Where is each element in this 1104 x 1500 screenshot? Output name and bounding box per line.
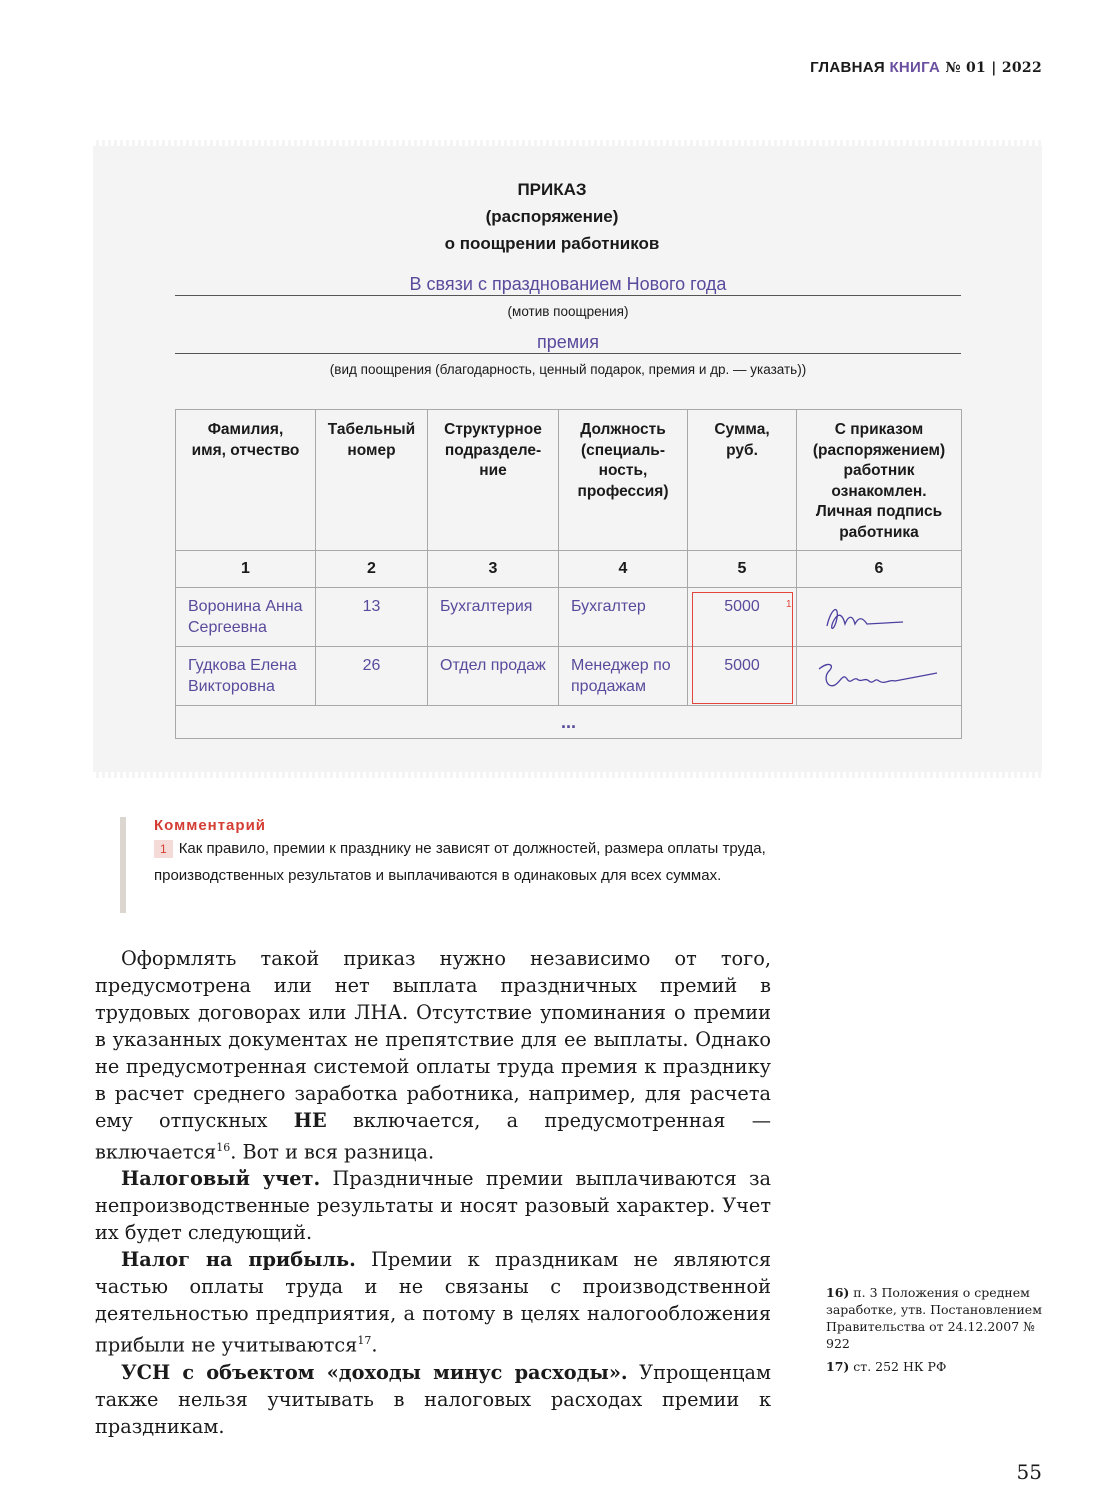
issue-number: № 01 | 2022 bbox=[940, 60, 1042, 76]
paragraph: Налоговый учет. Праздничные премии выплачиваются за непроизводственные результаты и носят разовый характер. Учет их будет следующий. bbox=[95, 1167, 771, 1245]
footnote: 17) ст. 252 НК РФ bbox=[826, 1359, 947, 1374]
comment-body: Как правило, премии к празднику не зависят от должностей, размера оплаты труда, производственных результатов и выплачиваются в одинаковых для всех суммах. bbox=[154, 840, 766, 884]
comment-number: 1 bbox=[154, 840, 173, 858]
bonus-table bbox=[175, 409, 962, 739]
col-header-signature: С приказом (распоряжением) работник ознакомлен. Личная подпись работника bbox=[797, 410, 962, 551]
col-header-sum: Сумма, руб. bbox=[688, 410, 797, 551]
cell-name: Воронина Анна Сергеевна bbox=[176, 588, 316, 647]
cell-name: Гудкова Елена Викторовна bbox=[176, 647, 316, 706]
footnotes bbox=[826, 1284, 1046, 1381]
comment-box bbox=[120, 817, 814, 913]
page-number: 55 bbox=[1016, 1460, 1042, 1484]
brand-accent: КНИГА bbox=[889, 59, 941, 76]
comment-title: Комментарий bbox=[154, 817, 267, 834]
title-line-3: о поощрении работников bbox=[444, 234, 660, 253]
cell-tab: 26 bbox=[316, 647, 428, 706]
motive-caption: (мотив поощрения) bbox=[507, 304, 629, 319]
signature-gudkova bbox=[809, 655, 949, 699]
kind-field: премия bbox=[175, 332, 961, 354]
col-header-dept: Структурное подразделе- ние bbox=[428, 410, 559, 551]
footnote: 16) п. 3 Положения о среднем заработке, утв. Постановлением Правительства от 24.12.2007 № 922 bbox=[826, 1285, 1042, 1351]
paragraph: Налог на прибыль. Премии к праздникам не являются частью оплаты труда и не связаны с производственной деятельностью предприятия, а потому в целях налогообложения прибыли не учитываются$^{17}$. bbox=[95, 1248, 771, 1357]
col-header-position: Должность (специаль- ность, профессия) bbox=[559, 410, 688, 551]
kind-caption: (вид поощрения (благодарность, ценный подарок, премия и др. — указать)) bbox=[329, 362, 807, 377]
comment-text bbox=[154, 835, 814, 889]
col-number: 5 bbox=[688, 551, 797, 588]
cell-signature bbox=[797, 647, 962, 706]
order-title bbox=[0, 176, 1104, 257]
sum-highlight bbox=[692, 592, 793, 704]
col-header-name: Фамилия, имя, отчество bbox=[176, 410, 316, 551]
cell-position: Менеджер по продажам bbox=[559, 647, 688, 706]
title-line-1: ПРИКАЗ bbox=[517, 180, 587, 199]
col-number: 1 bbox=[176, 551, 316, 588]
paragraph: УСН с объектом «доходы минус расходы». Упрощенцам также нельзя учитывать в налоговых расходах премии к праздникам. bbox=[95, 1360, 771, 1438]
cell-sum: 5000 bbox=[688, 588, 797, 647]
col-header-tab: Табельный номер bbox=[316, 410, 428, 551]
col-number: 3 bbox=[428, 551, 559, 588]
paragraph: Оформлять такой приказ нужно независимо от того, предусмотрена или нет выплата праздничных премий в трудовых договорах или ЛНА. Отсутствие упоминания о премии в указанных документах не препятствие для ее выплаты. Однако не предусмотренная системой оплаты труда премия к празднику в расчет среднего заработка работника, например, для расчета ему отпускных НЕ включается, а предусмотренная — включается$^{16}$. Вот и вся разница. bbox=[95, 947, 772, 1164]
cell-tab: 13 bbox=[316, 588, 428, 647]
motive-field: В связи с празднованием Нового года bbox=[175, 274, 961, 296]
cell-dept: Отдел продаж bbox=[428, 647, 559, 706]
table-row bbox=[176, 647, 962, 706]
cell-position: Бухгалтер bbox=[559, 588, 688, 647]
col-number: 2 bbox=[316, 551, 428, 588]
page-header bbox=[810, 59, 1042, 76]
cell-dept: Бухгалтерия bbox=[428, 588, 559, 647]
cell-signature bbox=[797, 588, 962, 647]
cell-sum: 5000 bbox=[688, 647, 797, 706]
col-number: 4 bbox=[559, 551, 688, 588]
table-row bbox=[176, 588, 962, 647]
col-number: 6 bbox=[797, 551, 962, 588]
title-line-2: (распоряжение) bbox=[485, 207, 619, 226]
article-body bbox=[95, 945, 771, 1440]
more-rows: ... bbox=[176, 706, 962, 739]
signature-voronina bbox=[809, 596, 949, 640]
comment-marker: 1 bbox=[786, 599, 792, 610]
brand-main: ГЛАВНАЯ bbox=[810, 59, 890, 76]
